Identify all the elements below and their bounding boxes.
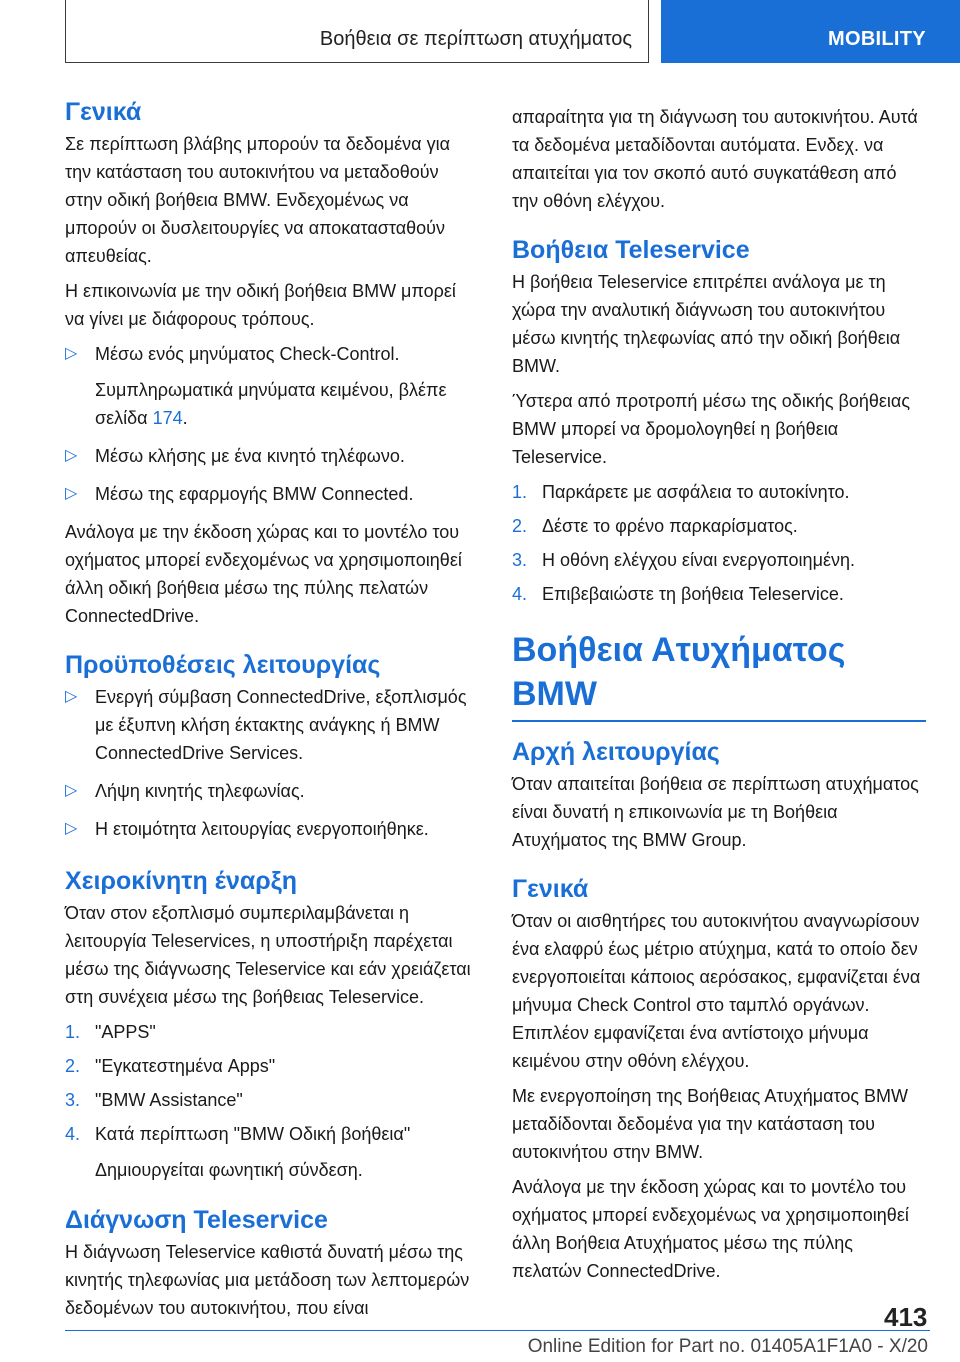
- paragraph: Η διάγνωση Teleservice καθιστά δυνατή μέσω της κινητής τηλεφωνίας μια μετάδοση των λεπτομερών δεδομένων του αυτοκινήτου, που είναι: [65, 1242, 470, 1318]
- section-tab-label: MOBILITY: [828, 28, 926, 50]
- list-item: ▷ Μέσω κλήσης με ένα κινητό τηλέφωνο.: [65, 442, 479, 470]
- paragraph: Όταν οι αισθητήρες του αυτοκινήτου αναγνωρίσουν ένα ελαφρύ έως μέτριο ατύχημα, κατά το οποίο δεν ενεργοποιείται κάποιος αερόσακος, εμφανίζεται ένα μήνυμα Check Control στο ταμπλό οργάνων. Επιπλέον εμφανίζεται ένα αντίστοιχο μήνυμα κειμένου στην οθόνη ελέγχου.: [512, 911, 921, 1071]
- footer-edition: Online Edition for Part no. 01405A1F1A0 - X/20: [527, 1336, 928, 1357]
- list-item: 4. Επιβεβαιώστε τη βοήθεια Teleservice.: [512, 584, 844, 604]
- list-item: ▷ Λήψη κινητής τηλεφωνίας.: [65, 777, 479, 805]
- paragraph: Όταν στον εξοπλισμό συμπεριλαμβάνεται η λειτουργία Teleservices, η υποστήριξη παρέχεται μέσω της διάγνωσης Teleservice και εάν χρειάζεται στη συνέχεια μέσω της βοήθειας Teleservice.: [65, 903, 471, 1007]
- paragraph: Η βοήθεια Teleservice επιτρέπει ανάλογα με τη χώρα την αναλυτική διάγνωση του αυτοκινήτου μέσω κινητής τηλεφωνίας από την οδική βοήθεια BMW.: [512, 272, 901, 376]
- paragraph: Ανάλογα με την έκδοση χώρας και το μοντέλο του οχήματος μπορεί ενδεχομένως να χρησιμοποιηθεί άλλη Βοήθεια Ατυχήματος μέσω της πύλης πελατών ConnectedDrive.: [512, 1177, 909, 1281]
- page-number: 413: [884, 1302, 928, 1332]
- paragraph: Ύστερα από προτροπή μέσω της οδικής βοήθειας BMW μπορεί να δρομολογηθεί η βοήθεια Teleservice.: [512, 391, 911, 467]
- footer-rule: [65, 1330, 930, 1331]
- bullet-list: [65, 683, 479, 843]
- numbered-list: [65, 1018, 479, 1184]
- paragraph: Σε περίπτωση βλάβης μπορούν τα δεδομένα για την κατάσταση του αυτοκινήτου να μεταδοθούν στην οδική βοήθεια BMW. Ενδεχομένως να μπορούν οι δυσλειτουργίες να αποκατασταθούν απευθείας.: [65, 134, 450, 266]
- list-item: 1. "APPS": [65, 1022, 156, 1042]
- triangle-bullet-icon: ▷: [65, 447, 78, 464]
- sub-note: Συμπληρωματικά μηνύματα κειμένου, βλέπε σελίδα 174.: [95, 380, 447, 428]
- heading-teleservice-help: Βοήθεια Teleservice: [512, 236, 750, 264]
- header-box: [65, 0, 649, 63]
- heading-rule: [512, 720, 926, 722]
- list-item: ▷ Μέσω της εφαρμογής BMW Connected.: [65, 480, 479, 508]
- list-item: ▷ Μέσω ενός μηνύματος Check-Control. Συμπληρωματικά μηνύματα κειμένου, βλέπε σελίδα 174.: [65, 340, 479, 432]
- paragraph: Με ενεργοποίηση της Βοήθειας Ατυχήματος BMW μεταδίδονται δεδομένα για την κατάσταση του αυτοκινήτου στην BMW.: [512, 1086, 909, 1162]
- paragraph: Η επικοινωνία με την οδική βοήθεια BMW μπορεί να γίνει με διάφορους τρόπους.: [65, 281, 456, 329]
- header-title: Βοήθεια σε περίπτωση ατυχήματος: [319, 28, 632, 50]
- list-item: 4. Κατά περίπτωση "BMW Οδική βοήθεια" Δημιουργείται φωνητική σύνδεση.: [65, 1120, 479, 1184]
- list-item: 1. Παρκάρετε με ασφάλεια το αυτοκίνητο.: [512, 482, 850, 502]
- left-column: [65, 96, 479, 1329]
- triangle-bullet-icon: ▷: [65, 345, 78, 362]
- paragraph: απαραίτητα για τη διάγνωση του αυτοκινήτου. Αυτά τα δεδομένα μεταδίδονται αυτόματα. Ενδεχ. να απαιτείται για τον σκοπό αυτό συγκατάθεση από την οθόνη ελέγχου.: [512, 107, 918, 211]
- list-item: 3. Η οθόνη ελέγχου είναι ενεργοποιημένη.: [512, 550, 855, 570]
- heading-general: Γενικά: [65, 98, 142, 126]
- paragraph: Όταν απαιτείται βοήθεια σε περίπτωση ατυχήματος είναι δυνατή η επικοινωνία με τη Βοήθεια Ατυχήματος της BMW Group.: [512, 774, 919, 850]
- triangle-bullet-icon: ▷: [65, 485, 78, 502]
- heading-bmw-accident-assistance: Βοήθεια Ατυχήματος BMW: [512, 631, 846, 713]
- section-tab-mobility[interactable]: [661, 0, 960, 63]
- bullet-list: [65, 340, 479, 508]
- list-item: 2. "Εγκατεστημένα Apps": [65, 1056, 276, 1076]
- triangle-bullet-icon: ▷: [65, 782, 78, 799]
- triangle-bullet-icon: ▷: [65, 820, 78, 837]
- heading-principle: Αρχή λειτουργίας: [512, 738, 720, 766]
- heading-prerequisites: Προϋποθέσεις λειτουργίας: [65, 651, 381, 679]
- list-item: 2. Δέστε το φρένο παρκαρίσματος.: [512, 516, 798, 536]
- right-column: [512, 103, 926, 1292]
- heading-teleservice-diagnosis: Διάγνωση Teleservice: [65, 1206, 328, 1234]
- list-item: ▷ Η ετοιμότητα λειτουργίας ενεργοποιήθηκε.: [65, 815, 479, 843]
- heading-manual-start: Χειροκίνητη έναρξη: [65, 867, 298, 895]
- numbered-list: [512, 478, 926, 608]
- page-link[interactable]: 174: [152, 408, 183, 428]
- list-item: ▷ Ενεργή σύμβαση ConnectedDrive, εξοπλισμός με έξυπνη κλήση έκτακτης ανάγκης ή BMW ConnectedDrive Services.: [65, 683, 479, 767]
- triangle-bullet-icon: ▷: [65, 688, 78, 705]
- sub-note: Δημιουργείται φωνητική σύνδεση.: [95, 1160, 363, 1180]
- list-item: 3. "BMW Assistance": [65, 1090, 243, 1110]
- heading-general-2: Γενικά: [512, 875, 589, 903]
- paragraph: Ανάλογα με την έκδοση χώρας και το μοντέλο του οχήματος μπορεί ενδεχομένως να χρησιμοποιηθεί άλλη οδική βοήθεια μέσω της πύλης πελατών ConnectedDrive.: [65, 522, 462, 626]
